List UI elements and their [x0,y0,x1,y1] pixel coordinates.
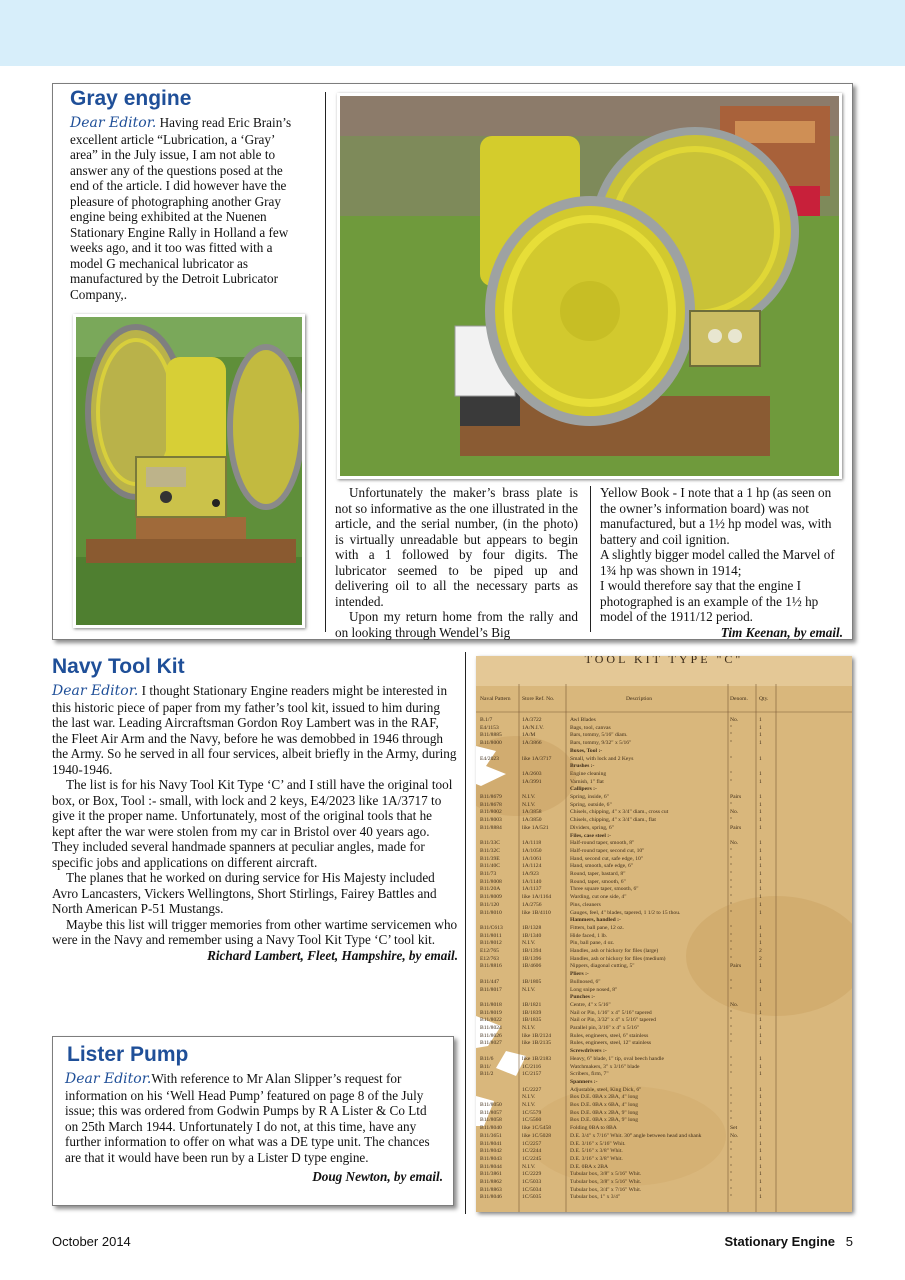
tool-kit-document [476,656,852,1212]
column-divider [325,92,326,632]
tool-kit-doc-header: Naval Pattern Store Ref. No. Description Denom. Qty. [480,696,769,702]
tool-kit-doc-row: B11/8024 N.I.V. Parallel pin, 3/16" x 4" x 5/16" " 1 [480,1025,762,1031]
tool-kit-doc-row: E12/763 1B/1396 Handles, ash or hickory for files (medium) " 2 [480,955,762,962]
gray-engine-rear-photo [73,314,305,628]
lister-pump-box [52,1036,454,1206]
tool-kit-doc-row: Brushes :- [570,763,595,770]
footer-page-number: 5 [845,1234,853,1249]
tool-kit-doc-row: Boxes, Tool :- [570,747,603,754]
tool-kit-doc-row: 1A/2603 Engine cleaning " 1 [522,770,762,777]
tool-kit-doc-row: B11/20A 1A/1137 Three square taper, smooth, 6" " 1 [480,886,762,893]
tool-kit-doc-row: B11/8058 1C/5560 Box D.E. 0BA x 2BA, 9" long " 1 [480,1117,762,1124]
tool-kit-doc-row: 1C/2227 Adjustable, steel, King Dick, 6" " 1 [522,1086,762,1093]
tool-kit-doc-row: B11/8863 1C/5034 Tubular box, 3/4" x 7/16" Whit. " 1 [480,1186,762,1193]
tool-kit-doc-row: E4/2023 like 1A/3717 Small, with lock and 2 Keys " 1 [480,755,762,762]
tool-kit-doc-row: B11/8003 1A/3850 Chisels, chipping, 4" x 3/4" diam., flat " 1 [480,817,762,824]
tool-kit-doc-row: B11/8026 like 1B/2124 Rules, engineers, steel, 6" stainless " 1 [480,1032,762,1039]
dear-editor-label: Dear Editor. [65,1071,152,1087]
tool-kit-doc-row: B11/8017 N.I.V. Long snipe nosed, 8" " 1 [480,986,762,993]
navy-tool-kit-title: Navy Tool Kit [52,655,185,678]
tool-kit-doc-row: N.I.V. Box D.E. 0BA x 2BA, 4" long " 1 [522,1094,762,1101]
tool-kit-doc-row: B11/8002 1A/3858 Chisels, chipping, 4" x 3/4" diam., cross cut No. 1 [480,809,762,816]
tool-kit-doc-row: B11/C613 1B/1328 Fitters, ball pane, 12 oz. " 1 [480,924,762,931]
tool-kit-doc-row: Pliers :- [570,971,589,978]
tool-kit-doc-row: B11/73 1A/923 Round, taper, bastard, 8" " 1 [480,871,762,877]
navy-tool-kit-text: Dear Editor. I thought Stationary Engine readers might be interested in this historic piece of paper from my father’s tool kit, issued to him during the last war. Leading Aircraftsman Gordon Roy Lambert was in the RAF, the Fleet Air Arm and the Navy, before he was demobbed in 1946 through the Army. So he served in all four services, albeit briefly in the Army, during 1940-1946. The list is for his Navy Tool Kit Type ‘C’ and I still have the original tool box, or Box, Tool :- small, with lock and 2 keys, E4/2023 like 1A/3717 to give it the proper name. Unfortunately, most of the original tools that he kept after the war were stolen from my car in Bristol over 40 years ago. They included several handmade spanners at peculiar angles, made for specific jobs and applications on different aircraft. The planes that he worked on during service for His Majesty included Avro Lancasters, Vickers Wellingtons, Short Stirlings, Fairey Battles and North American P-51 Mustangs. Maybe this list will trigger memories from other wartime servicemen who were in the Navy and remember using a Navy Tool Kit Type ‘C’ tool kit. Richard Lambert, Fleet, Hampshire, by email. [52,683,458,963]
tool-kit-doc-row: B11/8008 1A/1140 Round, taper, smooth, 6" " 1 [480,878,762,885]
tool-kit-doc-row: B11/39E 1A/1061 Hand, second cut, safe edge, 10" " 1 [480,855,762,862]
tool-kit-doc-row: B11/32C 1A/1050 Half-round taper, second cut, 10" " 1 [480,847,762,854]
tool-kit-doc-row: B11/8885 1A/M Bars, tommy, 5/16" diam. " 1 [480,732,762,739]
tool-kit-doc-row: B11/8044 N.I.V. D.E. 0BA x 2BA " 1 [480,1163,762,1170]
gray-engine-rear-image [76,317,302,625]
gray-engine-signature: Tim Keenan, by email. [720,624,843,640]
tool-kit-doc-row: B11/40C 1A/1124 Hand, smooth, safe edge, 6" " 1 [480,863,762,870]
footer-date: October 2014 [52,1234,131,1249]
header-band [0,0,905,66]
tool-kit-doc-row: B11/8884 like 1A/521 Dividers, spring, 6" Pairs 1 [480,824,762,831]
tool-kit-doc-row: B11/33C 1A/1118 Half-round taper, smooth, 8" No. 1 [480,840,762,847]
tool-kit-doc-title: TOOL KIT TYPE "C" [584,656,744,666]
tool-kit-doc-row: B11/8010 like 1B/4110 Gauges, feel, 4" blades, tapered, 1 1/2 to 15 thou. " 1 [480,909,762,916]
footer-magazine-name: Stationary Engine [724,1234,835,1249]
tool-kit-doc-row: B11/8050 N.I.V. Box D.E. 0BA x 6BA, 4" long " 1 [480,1102,762,1108]
tool-kit-doc-row: B11/8042 1C/2244 D.E. 5/16" x 3/8" Whit. " 1 [480,1148,762,1155]
gray-engine-col2: Unfortunately the maker’s brass plate is not so informative as the one illustrated in the article, and the serial number, (in the photo) is virtually unreadable but appears to begin with a 1 followed by four digits. The lubricator seemed to be piped up and delivering oil to all the necessary parts as intended. Upon my return home from the rally and on looking through Wendel’s Big [335,485,578,640]
dear-editor-label: Dear Editor. [52,683,139,699]
tool-kit-doc-row: B11/8046 1C/5035 Tubular box, 1" x 3/4" " 1 [480,1194,762,1201]
gray-engine-box [52,83,853,640]
tool-kit-doc-row: B11/8043 1C/2245 D.E. 3/16" x 3/8" Whit. " 1 [480,1155,762,1162]
tool-kit-doc-row: B11/6 like 1B/2183 Heavy, 6" blade, 1" tip, oval beech handle " 1 [480,1055,762,1062]
tool-kit-doc-row: B11/8057 1C/5579 Box D.E. 0BA x 2BA, 9" long " 1 [480,1109,762,1116]
tool-kit-doc-row: B11/8018 1B/1821 Centre, 4" x 5/16" No. 1 [480,1001,762,1008]
tool-kit-doc-row: B11/8679 N.I.V. Spring, inside, 6" Pairs 1 [480,794,762,800]
tool-kit-doc-row: B11/8000 1A/3866 Bars, tommy, 9/32" x 5/16" " 1 [480,740,762,747]
tool-kit-doc-row: E12/765 1B/1394 Handles, ash or hickory for files (large) " 2 [480,948,762,954]
tool-kit-doc-row: B11/8040 like 1C/5458 Folding 0BA to 8BA Set 1 [480,1125,762,1132]
tool-kit-doc-row: E4/1153 1A/N.I.V. Bags, tool, canvas " 1 [480,724,762,731]
tool-kit-doc-row: Hammers, handled :- [570,917,621,924]
tool-kit-doc-row: B11/ 1C/2116 Watchmakers, 3" x 3/16" blade " 1 [480,1063,762,1070]
tool-kit-doc-row: Screwdrivers :- [570,1048,607,1055]
dear-editor-label: Dear Editor. [70,115,157,131]
gray-engine-title: Gray engine [70,87,192,110]
tool-kit-doc-row: Spanners :- [570,1078,598,1085]
tool-kit-doc-row: B11/8678 N.I.V. Spring, outside, 6" " 1 [480,801,762,808]
tool-kit-doc-row: B11/3861 1C/2229 Tubular box, 3/8" x 5/16" Whit. " 1 [480,1171,762,1178]
tool-kit-doc-row: B11/8027 like 1B/2135 Rules, engineers, steel, 12" stainless " 1 [480,1040,762,1047]
tool-kit-doc-row: B11/120 1A/2756 Pins, cleaners " 1 [480,901,762,908]
tool-kit-doc-row: B11/8012 N.I.V. Pin, ball pane, 4 oz. " 1 [480,940,762,947]
navy-tool-kit-signature: Richard Lambert, Fleet, Hampshire, by email. [207,947,458,963]
tool-kit-doc-row: B11/8011 1B/1340 Hide faced, 1 lb. " 1 [480,932,762,939]
gray-engine-col3: Yellow Book - I note that a 1 hp (as seen on the owner’s information board) was not manufactured, but a 1½ hp model was, with battery and coil ignition. A slightly bigger model called the Marvel of 1¾ hp was shown in 1914; I would therefore say that the engine I photographed is an example of the 1½ hp model of the 1911/12 period. Tim Keenan, by email. [600,485,843,640]
tool-kit-doc-row: Files, case steel :- [570,832,612,839]
lister-pump-title: Lister Pump [67,1043,189,1066]
tool-kit-doc-row: B11/8041 1C/2257 D.E. 3/16" x 5/16" Whit. " 1 [480,1140,762,1147]
tool-kit-doc-row: B11/3651 like 1C/5028 D.E. 3/4" x 7/16" Whit. 30° angle between head and shank No. 1 [480,1132,762,1139]
tool-kit-doc-row: 1A/3991 Varnish, 1" flat " 1 [522,778,762,785]
lister-pump-signature: Doug Newton, by email. [312,1169,443,1184]
tool-kit-doc-row: B11/8862 1C/5033 Tubular box, 3/8" x 5/16" Whit. " 1 [480,1179,762,1185]
tool-kit-doc-row: Callipers :- [570,786,597,793]
tool-kit-doc-row: Punches :- [570,994,596,1001]
lister-pump-text: Dear Editor.With reference to Mr Alan Slipper’s request for information on his ‘Well Head Pump’ featured on page 8 of the July issue; this was ordered from Godwin Pumps by R A Lister & Co Ltd on 25th March 1944. Unfortunately I do not, at this time, have any further information to offer on what was a DE type unit. The chances are that it would have been run by a Lister D type engine. Doug Newton, by email. [65,1071,443,1184]
tool-kit-doc-row: B11/8022 1B/1835 Nail or Pin, 3/32" x 4" x 5/16" tapered " 1 [480,1017,762,1024]
tool-kit-doc-row: B11/447 1B/1805 Bullnosed, 6" " 1 [480,978,762,985]
column-divider-2 [590,486,591,632]
tool-kit-doc-row: B11/8019 1B/1839 Nail or Pin, 1/16" x 4" 5/16" tapered " 1 [480,1009,762,1016]
gray-engine-image [340,96,839,476]
tool-kit-doc-row: B11/8816 1B/4606 Nippers, diagonal cutting, 5" Pairs 1 [480,963,762,970]
tool-kit-doc-row: B11/8009 like 1A/1164 Warding, cut one side, 4" " 1 [480,894,762,901]
tool-list-divider [465,652,466,1214]
tool-kit-doc-row: B11/2 1C/2157 Scribers, firm, 7" " 1 [480,1071,762,1078]
gray-engine-photo [337,93,842,479]
gray-engine-intro: Dear Editor. Having read Eric Brain’s excellent article “Lubrication, a ‘Gray’ area” in the July issue, I am not able to answer any of the questions posed at the end of the article. I did however have the pleasure of photographing another Gray engine being exhibited at the Nuenen Stationary Engine Rally in Holland a few weeks ago, and it too was fitted with a model G mechanical lubricator as manufactured by the Detroit Lubricator Company,. [70,115,292,302]
tool-kit-doc-row: B.1/7 1A/3722 Awl Blades No. 1 [480,717,762,723]
